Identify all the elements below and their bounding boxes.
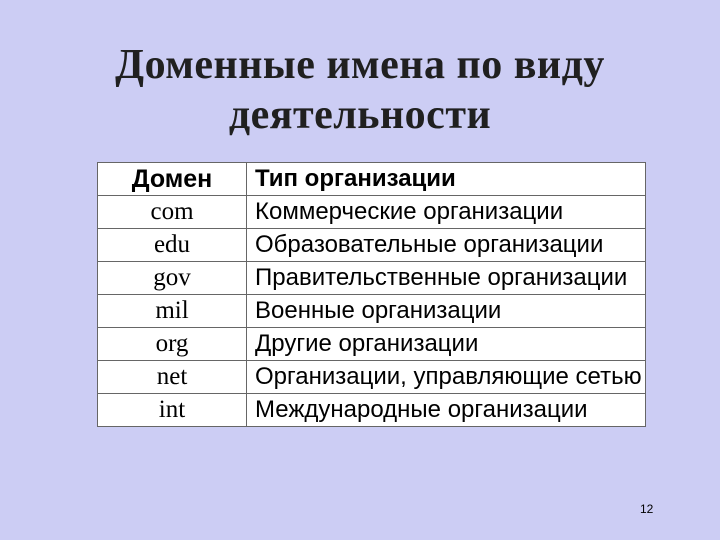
organization-type-cell: Военные организации (247, 295, 646, 328)
domain-table (97, 162, 646, 427)
domain-cell: org (98, 328, 247, 361)
organization-type-cell: Коммерческие организации (247, 196, 646, 229)
domain-cell: gov (98, 262, 247, 295)
page-number: 12 (640, 502, 654, 516)
domain-cell: int (98, 394, 247, 427)
table-row (98, 295, 646, 328)
table-row (98, 394, 646, 427)
table-header-row (98, 163, 646, 196)
table-row (98, 328, 646, 361)
table-row (98, 361, 646, 394)
table-row (98, 262, 646, 295)
domain-cell: mil (98, 295, 247, 328)
organization-type-cell: Организации, управляющие сетью (247, 361, 646, 394)
slide-title (0, 40, 720, 140)
header-organization-type: Тип организации (247, 163, 646, 196)
organization-type-cell: Международные организации (247, 394, 646, 427)
organization-type-cell: Правительственные организации (247, 262, 646, 295)
table-row (98, 229, 646, 262)
organization-type-cell: Другие организации (247, 328, 646, 361)
organization-type-cell: Образовательные организации (247, 229, 646, 262)
header-domain: Домен (98, 163, 247, 196)
slide-title-line-1: Доменные имена по виду (115, 42, 605, 88)
domain-cell: edu (98, 229, 247, 262)
domain-cell: com (98, 196, 247, 229)
slide-title-line-2: деятельности (228, 92, 492, 138)
table-row (98, 196, 646, 229)
domain-cell: net (98, 361, 247, 394)
